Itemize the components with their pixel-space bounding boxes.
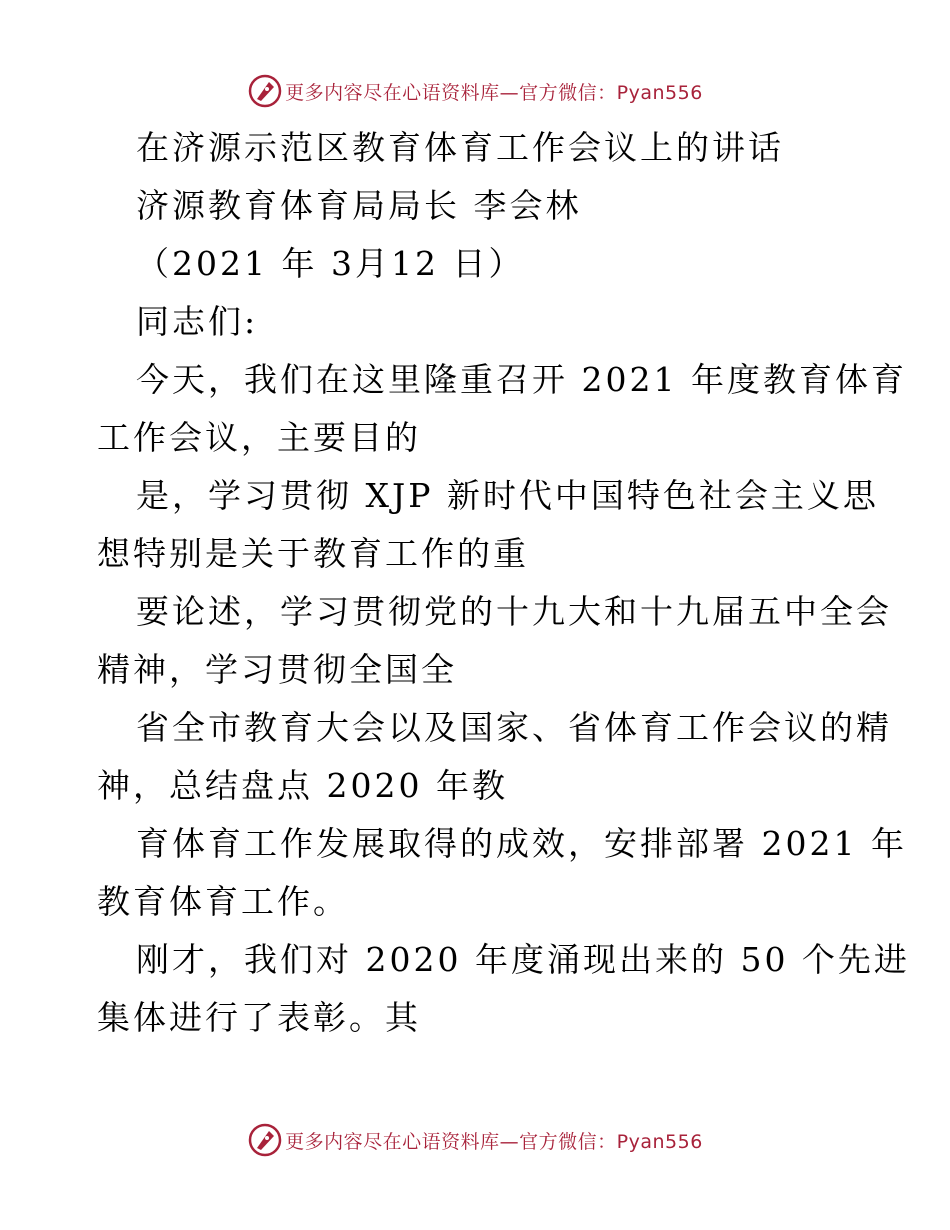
paragraph-line: 想特别是关于教育工作的重 xyxy=(97,534,529,573)
paragraph-line: 省全市教育大会以及国家、省体育工作会议的精 xyxy=(136,708,892,747)
paragraph-line: 工作会议，主要目的 xyxy=(97,418,421,457)
document-title: 在济源示范区教育体育工作会议上的讲话 xyxy=(136,128,784,167)
paragraph-line: 集体进行了表彰。其 xyxy=(97,998,421,1037)
date-line: （2021 年 3月12 日） xyxy=(136,244,525,283)
watermark-text: 更多内容尽在心语资料库—官方微信：Pyan556 xyxy=(285,1130,703,1153)
paragraph-line: 刚才，我们对 2020 年度涌现出来的 50 个先进 xyxy=(136,940,910,979)
paragraph-line: 教育体育工作。 xyxy=(97,882,349,921)
paragraph-line: 精神，学习贯彻全国全 xyxy=(97,650,457,689)
salutation: 同志们: xyxy=(136,302,259,341)
header-watermark xyxy=(0,71,950,111)
pen-nib-logo-icon xyxy=(247,73,283,109)
paragraph-line: 要论述，学习贯彻党的十九大和十九届五中全会 xyxy=(136,592,892,631)
watermark-text: 更多内容尽在心语资料库—官方微信：Pyan556 xyxy=(285,81,703,104)
paragraph-line: 今天，我们在这里隆重召开 2021 年度教育体育 xyxy=(136,360,907,399)
speaker-line: 济源教育体育局局长 李会林 xyxy=(136,186,582,225)
pen-nib-logo-icon xyxy=(247,1122,283,1158)
paragraph-line: 是，学习贯彻 XJP 新时代中国特色社会主义思 xyxy=(136,476,879,515)
paragraph-line: 神，总结盘点 2020 年教 xyxy=(97,766,508,805)
footer-watermark xyxy=(0,1120,950,1160)
paragraph-line: 育体育工作发展取得的成效，安排部署 2021 年 xyxy=(136,824,907,863)
document-body xyxy=(97,124,910,1052)
